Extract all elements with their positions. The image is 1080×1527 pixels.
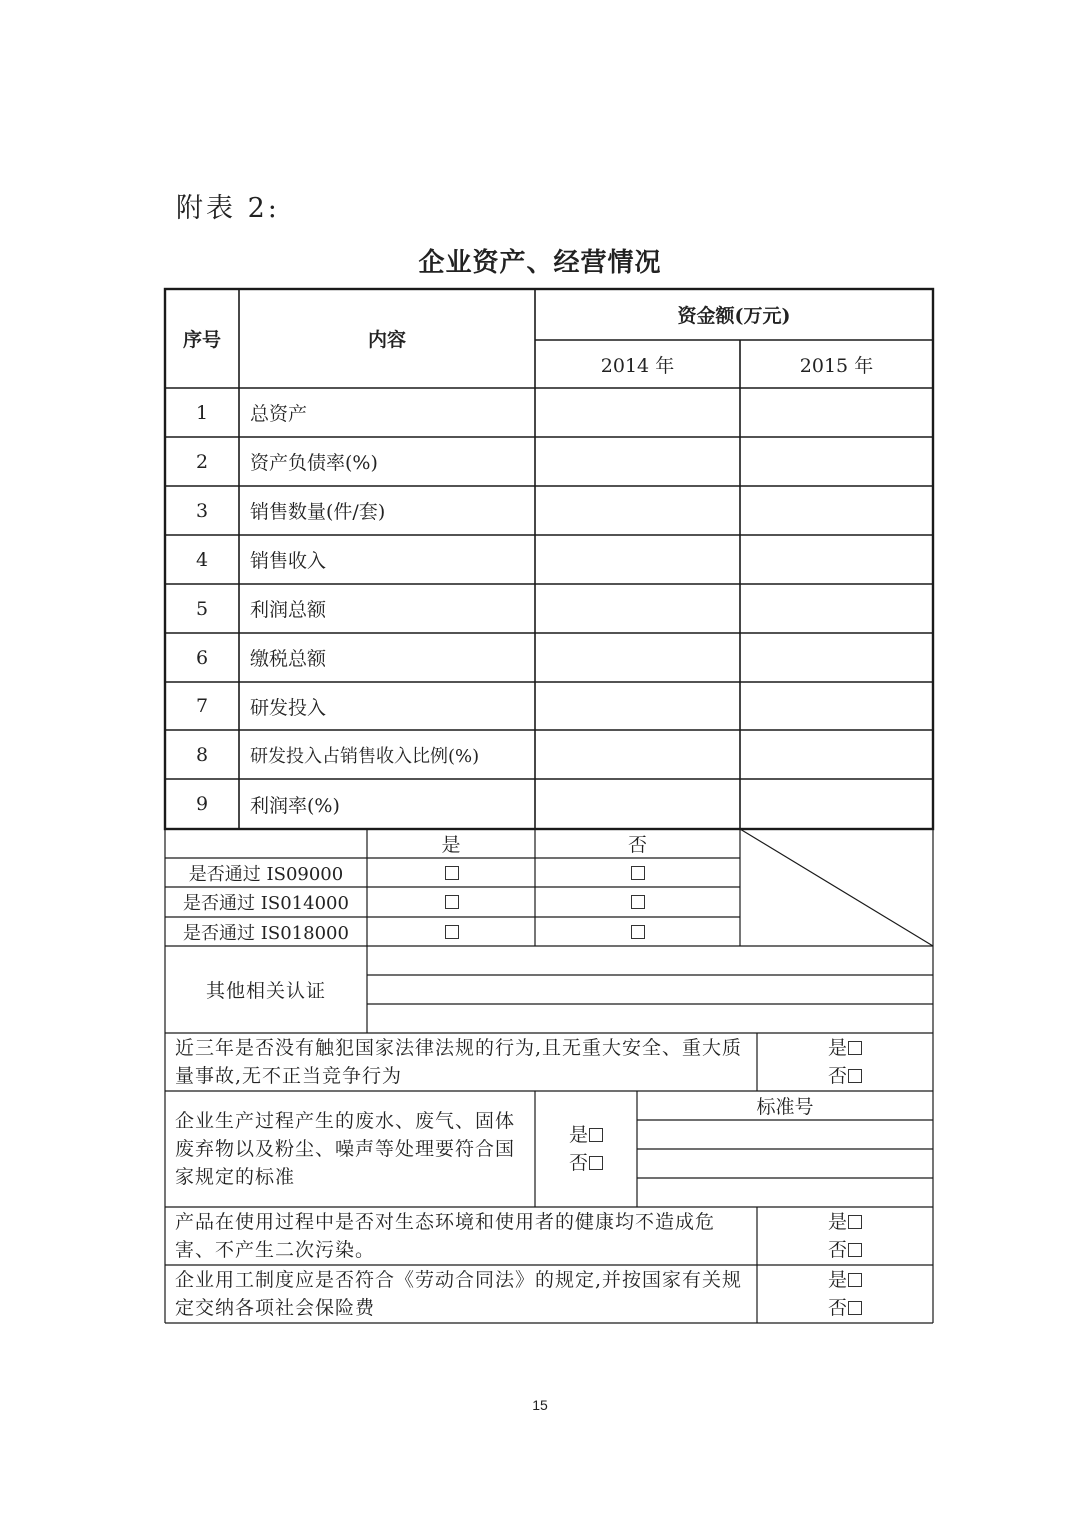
cert-iso14000-no-checkbox[interactable] [535,887,740,917]
value-2014-cell[interactable] [535,535,740,584]
checkbox-icon [445,895,459,909]
ecology-compliance-options [757,1207,933,1265]
pollution-no-option[interactable] [569,1149,603,1177]
cert-label-iso18000: 是否通过 IS018000 [183,922,349,944]
cert-iso14000-yes-checkbox[interactable] [367,887,535,917]
row-content: 总资产 [250,403,308,425]
other-cert-line[interactable] [367,1004,933,1033]
no-label: 否 [827,1239,847,1261]
header-year-2015: 2015 年 [799,354,874,377]
value-2015-cell[interactable] [740,730,933,779]
checkbox-icon [445,866,459,880]
yes-label: 是 [827,1037,847,1059]
standard-number-label: 标准号 [756,1096,814,1118]
law-no-option[interactable] [828,1062,862,1090]
labor-compliance-options [757,1265,933,1323]
ecology-no-option[interactable] [828,1236,862,1264]
document-title: 企业资产、经营情况 [418,248,662,278]
row-seq: 7 [195,695,209,717]
value-2015-cell[interactable] [740,535,933,584]
page-number: 15 [532,1397,548,1413]
row-seq: 9 [195,793,209,815]
cert-yes-header: 是 [441,834,461,856]
pollution-compliance-text: 企业生产过程产生的废水、废气、固体废弃物以及粉尘、噪声等处理要符合国家规定的标准 [175,1110,516,1188]
value-2015-cell[interactable] [740,779,933,829]
header-year-2014: 2014 年 [600,354,675,377]
row-content: 利润率(%) [250,794,340,817]
row-seq: 2 [195,450,209,473]
value-2015-cell[interactable] [740,584,933,633]
value-2014-cell[interactable] [535,388,740,437]
row-content: 利润总额 [250,599,327,621]
cert-label-iso9000: 是否通过 IS09000 [188,863,344,885]
yes-label: 是 [568,1124,588,1146]
yes-label: 是 [827,1269,847,1291]
checkbox-icon [848,1243,862,1257]
checkbox-icon [631,866,645,880]
checkbox-icon [589,1128,603,1142]
row-content: 研发投入 [250,696,327,719]
other-cert-line[interactable] [367,975,933,1004]
header-content: 内容 [367,329,406,351]
value-2014-cell[interactable] [535,779,740,829]
row-seq: 4 [195,548,209,571]
row-seq: 5 [195,597,209,620]
checkbox-icon [848,1041,862,1055]
cert-iso9000-yes-checkbox[interactable] [367,858,535,887]
checkbox-icon [848,1301,862,1315]
labor-yes-option[interactable] [828,1266,862,1294]
other-cert-line[interactable] [367,946,933,975]
value-2014-cell[interactable] [535,730,740,779]
value-2014-cell[interactable] [535,584,740,633]
row-content: 销售数量(件/套) [250,501,386,523]
row-content: 研发投入占销售收入比例(%) [250,745,480,767]
cert-iso18000-yes-checkbox[interactable] [367,917,535,946]
pollution-compliance-options [535,1091,637,1207]
row-seq: 6 [195,646,209,669]
value-2014-cell[interactable] [535,437,740,486]
row-content: 缴税总额 [250,648,327,670]
yes-label: 是 [827,1211,847,1233]
checkbox-icon [848,1069,862,1083]
value-2015-cell[interactable] [740,388,933,437]
header-seq: 序号 [182,329,221,351]
checkbox-icon [848,1215,862,1229]
value-2014-cell[interactable] [535,633,740,682]
row-content: 资产负债率(%) [250,452,378,474]
labor-no-option[interactable] [828,1294,862,1322]
header-amount: 资金额(万元) [677,305,791,327]
no-label: 否 [568,1152,588,1174]
cert-iso18000-no-checkbox[interactable] [535,917,740,946]
cert-label-iso14000: 是否通过 IS014000 [183,893,349,914]
no-label: 否 [827,1065,847,1087]
value-2014-cell[interactable] [535,682,740,730]
other-cert-label: 其他相关认证 [205,980,326,1002]
pollution-yes-option[interactable] [569,1121,603,1149]
ecology-yes-option[interactable] [828,1208,862,1236]
value-2014-cell[interactable] [535,486,740,535]
standard-number-line[interactable] [637,1178,933,1207]
row-seq: 8 [195,743,209,766]
appendix-label: 附表 2: [176,193,280,224]
checkbox-icon [445,925,459,939]
ecology-compliance-text: 产品在使用过程中是否对生态环境和使用者的健康均不造成危害、不产生二次污染。 [175,1211,716,1261]
row-content: 销售收入 [250,550,327,572]
value-2015-cell[interactable] [740,486,933,535]
no-label: 否 [827,1297,847,1319]
checkbox-icon [848,1273,862,1287]
value-2015-cell[interactable] [740,437,933,486]
checkbox-icon [631,925,645,939]
row-seq: 1 [195,401,209,424]
row-seq: 3 [195,499,209,522]
law-compliance-options [757,1033,933,1091]
value-2015-cell[interactable] [740,633,933,682]
standard-number-line[interactable] [637,1120,933,1149]
law-yes-option[interactable] [828,1034,862,1062]
standard-number-line[interactable] [637,1149,933,1178]
cert-no-header: 否 [627,834,647,856]
value-2015-cell[interactable] [740,682,933,730]
checkbox-icon [589,1156,603,1170]
law-compliance-text: 近三年是否没有触犯国家法律法规的行为,且无重大安全、重大质量事故,无不正当竞争行为 [175,1037,743,1087]
labor-compliance-text: 企业用工制度应是否符合《劳动合同法》的规定,并按国家有关规定交纳各项社会保险费 [175,1269,743,1319]
cert-iso9000-no-checkbox[interactable] [535,858,740,887]
checkbox-icon [631,895,645,909]
